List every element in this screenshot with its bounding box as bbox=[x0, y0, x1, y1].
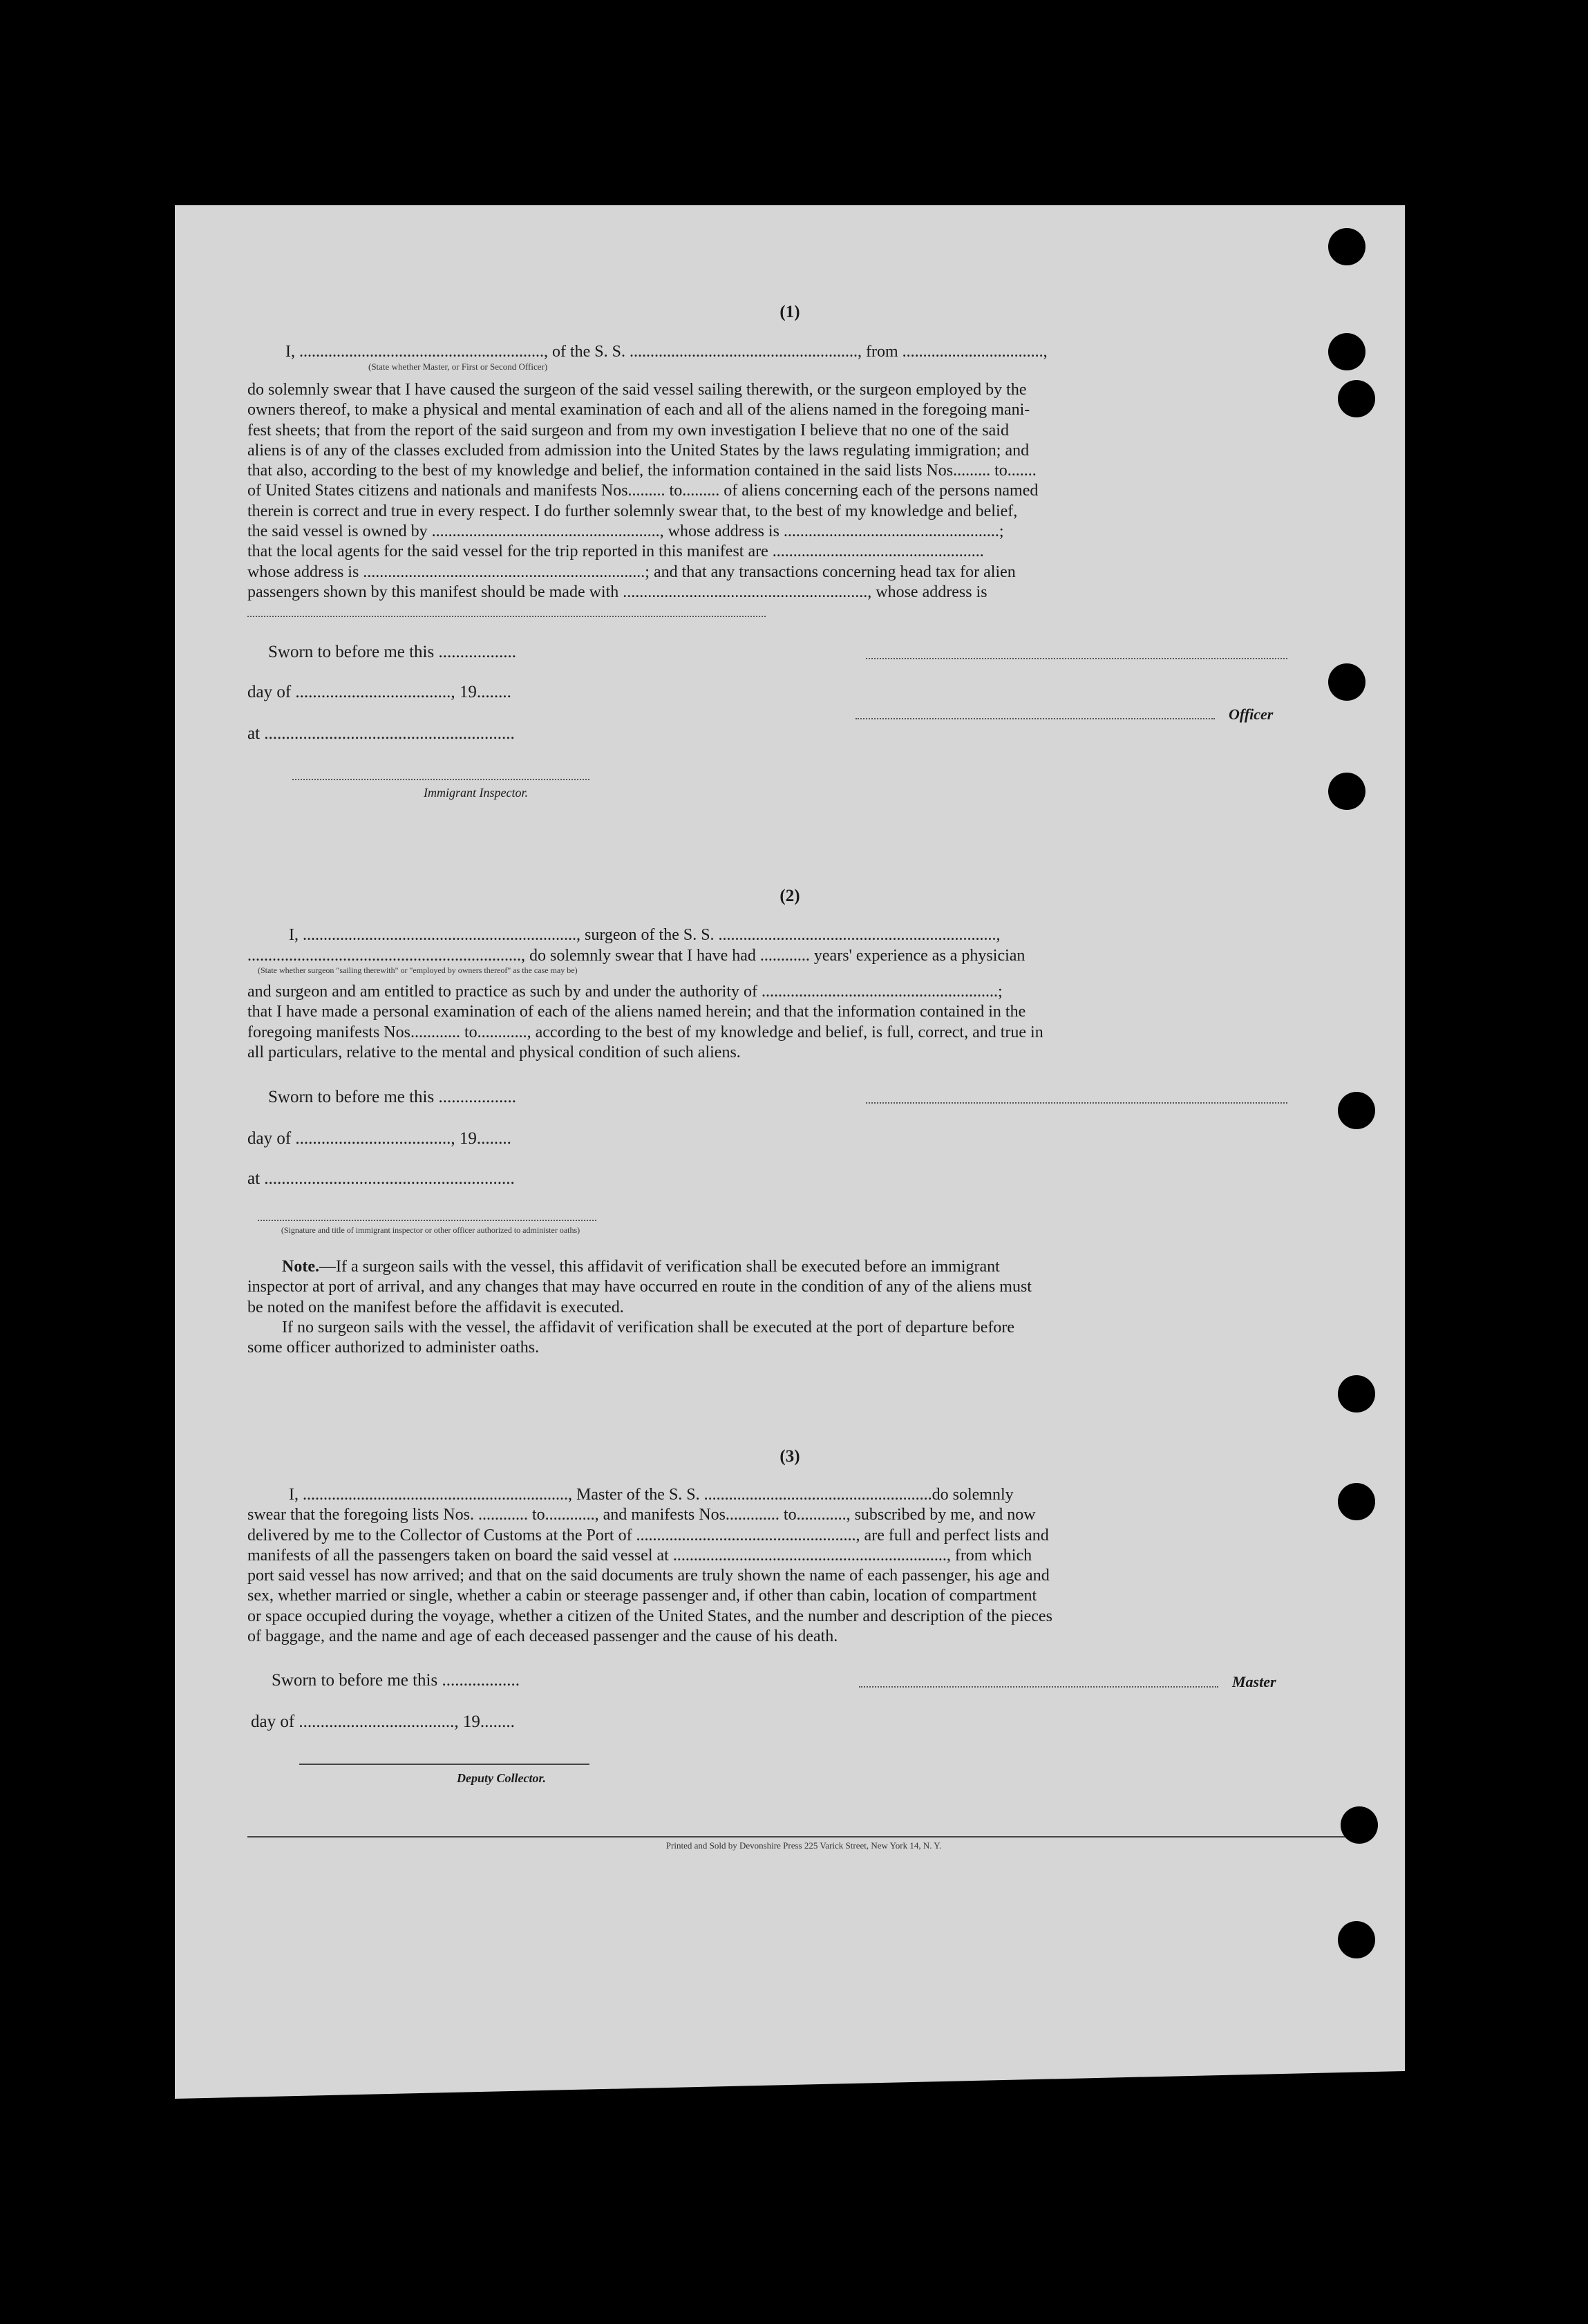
section-1-note: (State whether Master, or First or Second Officer) bbox=[368, 361, 548, 372]
body-line: I, ................................................................, Master of the S. S. .......................................................do solemnly bbox=[289, 1486, 1014, 1504]
binder-hole bbox=[1338, 1375, 1375, 1413]
binder-hole bbox=[1338, 1921, 1375, 1958]
signature-line bbox=[258, 1220, 596, 1221]
section-2-body bbox=[247, 982, 1043, 1063]
signature-line bbox=[299, 1764, 589, 1765]
binder-hole bbox=[1338, 1092, 1375, 1129]
body-line: swear that the foregoing lists Nos. ............ to............, and manifests Nos............. to............, subscribed by me, and now bbox=[247, 1506, 1036, 1524]
section-3-body bbox=[247, 1485, 1052, 1647]
note-label: Note. bbox=[282, 1258, 319, 1276]
section-2-note: (State whether surgeon "sailing therewith" or "employed by owners thereof" as the case may be) bbox=[258, 965, 578, 975]
section-1-number: (1) bbox=[779, 303, 800, 321]
binder-hole bbox=[1328, 333, 1365, 370]
note-line: —If a surgeon sails with the vessel, this affidavit of verification shall be executed before an immigrant bbox=[319, 1258, 1000, 1276]
master-label: Master bbox=[1232, 1673, 1276, 1690]
body-line: all particulars, relative to the mental and physical condition of such aliens. bbox=[247, 1043, 741, 1061]
body-line: of United States citizens and nationals and manifests Nos......... to......... of aliens concerning each of the persons named bbox=[247, 482, 1039, 500]
signature-line bbox=[859, 1686, 1218, 1688]
deputy-collector-label: Deputy Collector. bbox=[457, 1771, 546, 1785]
section-1-line1: I, ..........................................................., of the S. S. ......................................................., from .................................., bbox=[285, 343, 1048, 361]
manifest-page bbox=[175, 205, 1405, 2071]
binder-hole bbox=[1341, 1806, 1378, 1844]
body-line: or space occupied during the voyage, whether a citizen of the United States, and the number and description of the pieces bbox=[247, 1607, 1052, 1625]
body-line: whose address is ....................................................................; and that any transactions concerning head tax for alien bbox=[247, 563, 1016, 581]
signature-line bbox=[866, 658, 1287, 659]
binder-hole bbox=[1338, 1483, 1375, 1520]
body-line: sex, whether married or single, whether a cabin or steerage passenger and, if other than cabin, location of compartment bbox=[247, 1587, 1037, 1605]
body-line: port said vessel has now arrived; and that on the said documents are truly shown the name of each passenger, his age and bbox=[247, 1567, 1050, 1585]
body-line: foregoing manifests Nos............ to............, according to the best of my knowledge and belief, is full, correct, and true in bbox=[247, 1023, 1043, 1041]
body-line: and surgeon and am entitled to practice as such by and under the authority of .........................................................; bbox=[247, 983, 1003, 1001]
body-line: that I have made a personal examination of each of the aliens named herein; and that the information contained in the bbox=[247, 1003, 1026, 1021]
body-line: delivered by me to the Collector of Customs at the Port of ....................................................., are full and perfect lists and bbox=[247, 1526, 1049, 1544]
officer-label: Officer bbox=[1229, 706, 1274, 723]
printer-footer: Printed and Sold by Devonshire Press 225 Varick Street, New York 14, N. Y. bbox=[665, 1840, 942, 1851]
body-line: aliens is of any of the classes excluded from admission into the United States by the laws regulating immigration; and bbox=[247, 441, 1030, 460]
day-line-2: day of ...................................., 19........ bbox=[247, 1129, 511, 1148]
section-2-line2: .................................................................., do solemnly swear that I have had ............ years' experience as a physician bbox=[247, 947, 1025, 965]
sworn-line-2: Sworn to before me this .................. bbox=[268, 1088, 516, 1106]
body-line: passengers shown by this manifest should be made with ..........................................................., whose address is bbox=[247, 583, 987, 601]
signature-line bbox=[292, 779, 589, 780]
body-line: fest sheets; that from the report of the said surgeon and from my own investigation I believe that no one of the said bbox=[247, 421, 1009, 440]
footer-rule bbox=[247, 1836, 1360, 1838]
body-line: manifests of all the passengers taken on board the said vessel at .................................................................., from which bbox=[247, 1546, 1032, 1565]
section-1-body bbox=[247, 380, 1038, 603]
note-line: inspector at port of arrival, and any changes that may have occurred en route in the condition of any of the aliens must bbox=[247, 1278, 1032, 1296]
signature-line bbox=[247, 616, 766, 617]
body-line: of baggage, and the name and age of each deceased passenger and the cause of his death. bbox=[247, 1627, 838, 1646]
note-line: If no surgeon sails with the vessel, the affidavit of verification shall be executed at the port of departure before bbox=[282, 1318, 1015, 1336]
day-line-3: day of ...................................., 19........ bbox=[251, 1712, 515, 1731]
day-line-1: day of ...................................., 19........ bbox=[247, 683, 511, 701]
binder-hole bbox=[1328, 663, 1365, 701]
at-line-1: at .......................................................... bbox=[247, 724, 515, 743]
body-line: the said vessel is owned by ......................................................., whose address is ....................................................; bbox=[247, 522, 1004, 541]
section-2-line1: I, .................................................................., surgeon of the S. S. ..................................................................., bbox=[289, 926, 1001, 944]
note-line: some officer authorized to administer oaths. bbox=[247, 1339, 540, 1357]
immigrant-inspector-label: Immigrant Inspector. bbox=[424, 786, 528, 800]
body-line: that also, according to the best of my knowledge and belief, the information contained in the said lists Nos......... to....... bbox=[247, 462, 1037, 480]
binder-hole bbox=[1338, 380, 1375, 417]
signature-line bbox=[856, 718, 1215, 719]
section-3-number: (3) bbox=[779, 1447, 800, 1466]
body-line: therein is correct and true in every respect. I do further solemnly swear that, to the best of my knowledge and belief, bbox=[247, 502, 1018, 520]
body-line: do solemnly swear that I have caused the surgeon of the said vessel sailing therewith, or the surgeon employed by the bbox=[247, 381, 1027, 399]
binder-hole bbox=[1328, 773, 1365, 810]
section-2-signer: (Signature and title of immigrant inspector or other officer authorized to administer oaths) bbox=[281, 1225, 580, 1235]
binder-hole bbox=[1328, 228, 1365, 265]
body-line: owners thereof, to make a physical and mental examination of each and all of the aliens named in the foregoing mani- bbox=[247, 401, 1030, 419]
section-2-note-block bbox=[247, 1257, 1032, 1358]
at-line-2: at .......................................................... bbox=[247, 1169, 515, 1188]
sworn-line-3: Sworn to before me this .................. bbox=[272, 1671, 520, 1690]
body-line: that the local agents for the said vessel for the trip reported in this manifest are ................................................... bbox=[247, 542, 984, 561]
note-line: be noted on the manifest before the affidavit is executed. bbox=[247, 1298, 624, 1316]
sworn-line-1: Sworn to before me this .................. bbox=[268, 643, 516, 661]
section-2-number: (2) bbox=[779, 887, 800, 905]
signature-line bbox=[866, 1102, 1287, 1104]
